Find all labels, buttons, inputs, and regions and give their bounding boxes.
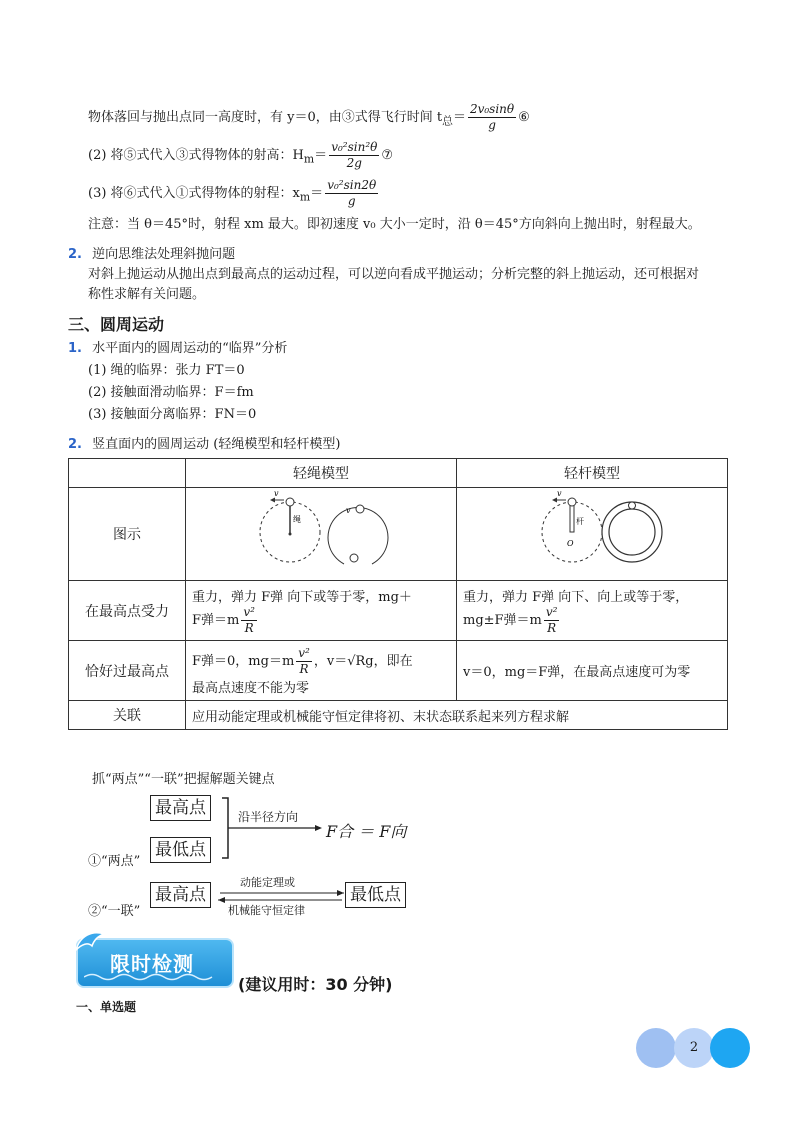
single-choice-heading: 一、单选题 — [76, 1000, 137, 1014]
row-label-diagram: 图示 — [69, 488, 186, 581]
rod-diagram — [467, 488, 717, 576]
box-highest-1: 最高点 — [150, 795, 211, 821]
suggested-time: (建议用时：30 分钟) — [238, 975, 393, 994]
section-title-circular-motion: 三、圆周运动 — [68, 315, 165, 334]
rod-ball — [568, 498, 576, 506]
flight-time-fraction: $\frac{\text{2v₀sinθ}}{g}$ — [469, 102, 515, 132]
page-circle-right — [710, 1028, 750, 1068]
row-label-link: 关联 — [69, 701, 186, 730]
arrow-bottom-label: 机械能守恒定律 — [228, 904, 305, 917]
svg-text:绳: 绳 — [293, 515, 301, 524]
svg-text:v: v — [346, 506, 351, 515]
timed-test-banner: 限时检测 — [76, 938, 234, 988]
rod-model-figure — [457, 488, 728, 581]
vertical-circle-item: 2. 竖直面内的圆周运动 (轻绳模型和轻杆模型) — [68, 437, 341, 452]
reverse-thinking-item: 2. 逆向思维法处理斜抛问题 — [68, 247, 236, 262]
wave-decoration — [84, 972, 224, 982]
critical-separate: (3) 接触面分离临界：FN＝0 — [88, 407, 257, 422]
header-rod-model: 轻杆模型 — [457, 459, 728, 488]
rope-model-figure — [186, 488, 457, 581]
row-label-top-force: 在最高点受力 — [69, 581, 186, 641]
svg-text:杆: 杆 — [576, 517, 584, 526]
model-comparison-table — [68, 458, 728, 730]
range-fraction: $\frac{\text{v₀²sin2θ}}{g}$ — [327, 178, 377, 208]
flight-time-line: 物体落回与抛出点同一高度时，有 y＝0，由③式得飞行时间 $t_总=$ $\frac{\text{2v₀sinθ}}{g}$ ⑥ — [88, 102, 530, 132]
table-row: 在最高点受力 重力，弹力 F弹 向下或等于零，mg＋ F弹＝m $\frac{\text{v²}}{R}$ 重力，弹力 F弹 向下、向上或等于零， mg±F弹＝m $\frac{\text{v²}}{R}$ — [69, 581, 728, 641]
key-points-intro: 抓“两点”“一联”把握解题关键点 — [92, 772, 275, 787]
pipe-inner — [609, 509, 655, 555]
header-rope-model: 轻绳模型 — [186, 459, 457, 488]
svg-text:v: v — [274, 489, 279, 498]
table-row — [69, 488, 728, 581]
page-number: 2 — [689, 1040, 699, 1055]
critical-rope: (1) 绳的临界：张力 FT＝0 — [88, 363, 245, 378]
table-row: 恰好过最高点 F弹＝0，mg＝m $\frac{\text{v²}}{R}$ ，v＝√Rg，即在 最高点速度不能为零 v＝0，mg＝F弹，在最高点速度可为零 — [69, 641, 728, 701]
box-lowest-2: 最低点 — [345, 882, 406, 908]
rope-diagram — [196, 488, 446, 576]
range-line: (3) 将⑥式代入①式得物体的射程：$x_m=$ $\frac{\text{v₀²sin2θ}}{g}$ — [88, 178, 377, 208]
force-equation: F合 ＝ F向 — [326, 822, 407, 841]
arrow-top-label: 动能定理或 — [240, 876, 295, 889]
dolphin-icon — [72, 926, 112, 956]
track-arc — [328, 507, 388, 564]
svg-text:v: v — [557, 489, 562, 498]
page-circle-left — [636, 1028, 676, 1068]
row-label-just-top: 恰好过最高点 — [69, 641, 186, 701]
box-lowest-1: 最低点 — [150, 837, 211, 863]
table-row: 关联 应用动能定理或机械能守恒定律将初、末状态联系起来列方程求解 — [69, 701, 728, 730]
along-radius-label: 沿半径方向 — [238, 810, 299, 824]
one-link-label: ②“一联” — [88, 904, 141, 919]
svg-text:O: O — [567, 539, 574, 548]
critical-slide: (2) 接触面滑动临界：F＝fm — [88, 385, 254, 400]
reverse-thinking-body-1: 对斜上抛运动从抛出点到最高点的运动过程，可以逆向看成平抛运动；分析完整的斜上抛运动，还可根据对 — [88, 267, 700, 282]
rope-ball — [286, 498, 294, 506]
box-highest-2: 最高点 — [150, 882, 211, 908]
pipe-outer — [602, 502, 662, 562]
two-points-label: ①“两点” — [88, 854, 141, 869]
max-height-fraction: $\frac{\text{v₀²sin²θ}}{2g}$ — [331, 140, 378, 170]
note-line: 注意：当 θ＝45°时，射程 xm 最大。即初速度 v₀ 大小一定时，沿 θ＝45°方向斜向上抛出时，射程最大。 — [88, 217, 701, 232]
max-height-line: (2) 将⑤式代入③式得物体的射高：$H_m=$ $\frac{\text{v₀²sin²θ}}{2g}$ ⑦ — [88, 140, 394, 170]
horizontal-critical-item: 1. 水平面内的圆周运动的“临界”分析 — [68, 341, 288, 356]
reverse-thinking-body-2: 称性求解有关问题。 — [88, 287, 206, 302]
table-row — [69, 459, 728, 488]
